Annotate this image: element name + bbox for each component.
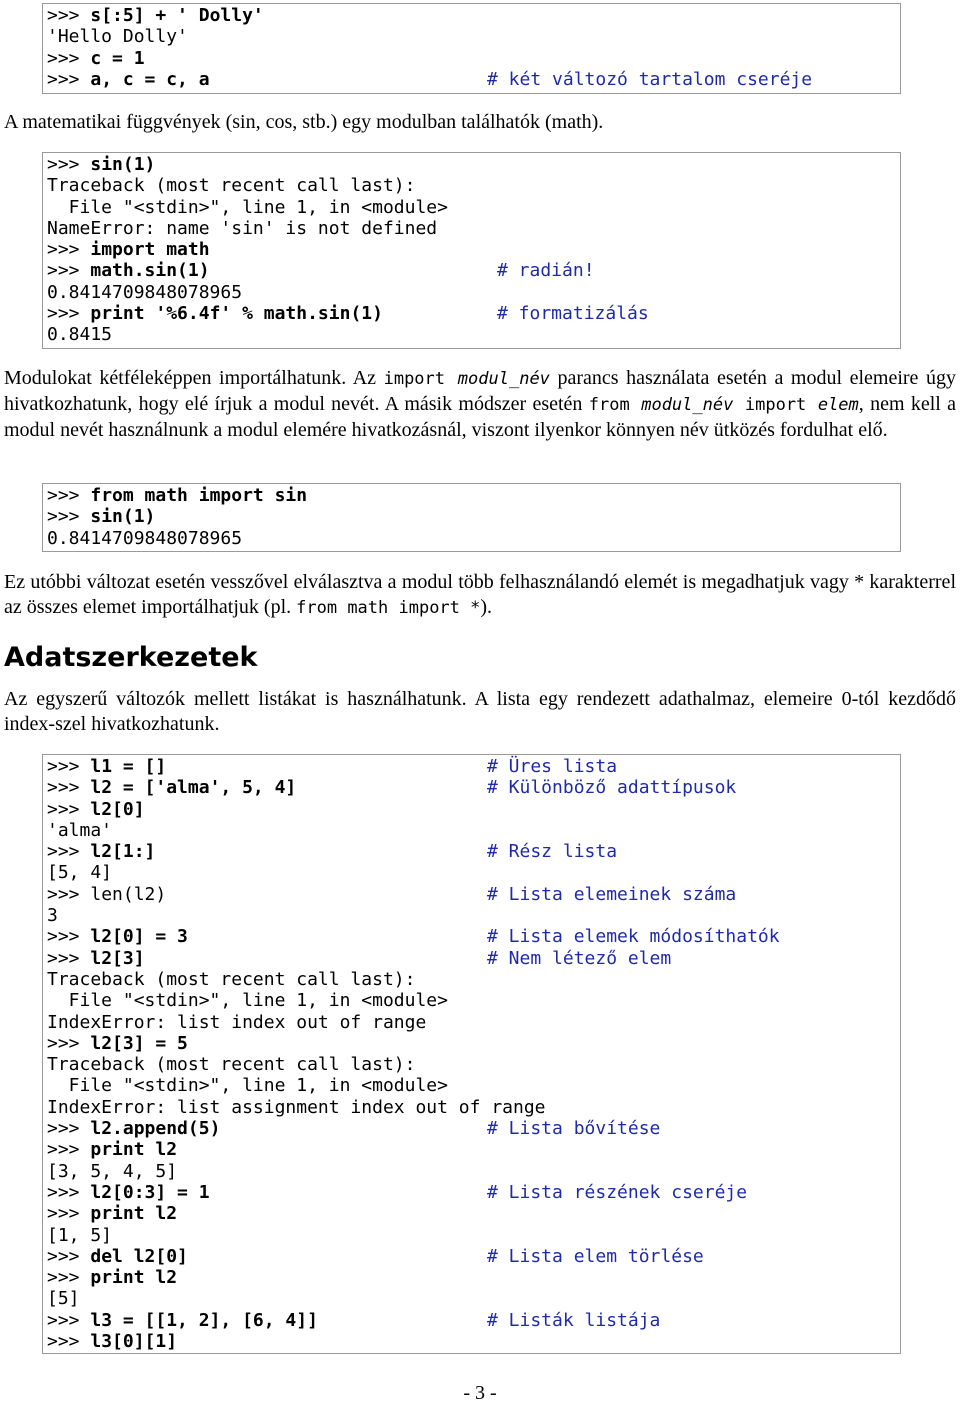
code-text [47,1139,177,1160]
command: 0.8414709848078965 [47,527,243,549]
command: len(l2) [90,883,167,905]
code-comment: # Rész lista [487,841,618,863]
code-comment: # Lista részének cseréje [487,1181,748,1203]
code-line [47,1267,900,1288]
text-run: parancs használata esetén a modul elemeire úgy hivatkozhatunk, hogy elé írjuk a modul nevét. A másik módszer esetén [4,367,956,415]
code-text [47,5,264,26]
code-text [47,175,415,196]
code-line [47,506,900,527]
code-text [47,969,415,990]
command: l2[0] [90,798,145,820]
code-comment: # két változó tartalom cseréje [487,68,813,90]
code-inline: from [588,395,642,415]
prompt: >>> [47,883,91,905]
code-text [47,990,448,1011]
code-text [47,154,155,175]
command: 3 [47,905,58,927]
code-box-from-import [42,483,901,552]
code-text [47,303,383,324]
prompt: >>> [47,947,91,969]
command: 'Hello Dolly' [47,26,188,48]
code-line [47,1225,900,1246]
code-text [47,1161,177,1182]
prompt: >>> [47,485,91,506]
code-text [47,239,210,260]
code-inline: import [733,395,818,415]
code-text [47,1288,80,1309]
command: del l2[0] [90,1245,188,1267]
command: l3 = [[1, 2], [6, 4]] [90,1309,318,1331]
paragraph-import-star [4,570,956,621]
command: [5] [47,1288,80,1310]
code-text [47,26,188,47]
code-line [47,777,900,798]
command: print '%6.4f' % math.sin(1) [90,303,383,325]
code-line [47,799,900,820]
code-line [47,1139,900,1160]
code-text [47,1203,177,1224]
command: import math [90,239,210,261]
command: print l2 [90,1139,178,1161]
code-text [47,1331,177,1352]
code-line [47,1310,900,1331]
command: from math import sin [90,485,308,506]
command: File "<stdin>", line 1, in <module> [47,1075,448,1097]
prompt: >>> [47,303,91,325]
command: print l2 [90,1267,178,1289]
command: NameError: name 'sin' is not defined [47,217,438,239]
code-line [47,239,900,260]
code-box-lists [42,754,901,1354]
command: IndexError: list assignment index out of range [47,1096,546,1118]
prompt: >>> [47,1118,91,1140]
code-text [47,528,242,549]
command: l2[0] = 3 [90,926,188,948]
code-inline-italic: modul_név [641,395,734,415]
code-line [47,1288,900,1309]
code-line [47,841,900,862]
command: File "<stdin>", line 1, in <module> [47,990,448,1012]
prompt: >>> [47,1245,91,1267]
prompt: >>> [47,841,91,863]
command: 'alma' [47,819,113,841]
section-heading: Adatszerkezetek [4,642,258,673]
prompt: >>> [47,506,91,528]
code-line [47,969,900,990]
prompt: >>> [47,5,91,26]
code-line [47,820,900,841]
code-text [47,282,242,303]
code-line [47,862,900,883]
command: [3, 5, 4, 5] [47,1160,178,1182]
code-text [47,905,58,926]
prompt: >>> [47,68,91,90]
command: l2[3] = 5 [90,1032,188,1054]
code-line [47,197,900,218]
prompt: >>> [47,1032,91,1054]
code-line [47,528,900,549]
code-text [47,48,145,69]
code-comment: # Különböző adattípusok [487,777,737,799]
code-line [47,485,900,506]
code-line [47,154,900,175]
code-line [47,175,900,196]
code-line [47,1161,900,1182]
code-line [47,884,900,905]
code-line [47,69,900,90]
prompt: >>> [47,1309,91,1331]
command: Traceback (most recent call last): [47,1054,416,1076]
code-inline-italic: modul_név [457,369,550,389]
paragraph-math-modules: A matematikai függvények (sin, cos, stb.) egy modulban találhatók (math). [4,111,604,133]
code-text [47,862,112,883]
command: 0.8415 [47,324,113,346]
code-text [47,926,188,947]
command: a, c = c, a [90,68,210,90]
code-text [47,756,166,777]
code-line [47,948,900,969]
code-comment: # Lista bővítése [487,1118,661,1140]
code-text [47,1246,188,1267]
code-line [47,324,900,345]
code-line [47,218,900,239]
code-comment: # Lista elem törlése [487,1245,704,1267]
text-run: Modulokat kétféleképpen importálhatunk. Az [4,367,384,389]
code-text [47,69,210,90]
command: math.sin(1) [90,260,210,282]
text-run: ). [480,596,493,618]
code-line [47,1246,900,1267]
command: File "<stdin>", line 1, in <module> [47,196,448,218]
code-line [47,1097,900,1118]
command: [1, 5] [47,1224,113,1246]
code-line [47,756,900,777]
code-comment: # radián! [497,260,595,282]
text-run: Ez utóbbi változat esetén vesszővel elválasztva a modul több felhasználandó elemét is megadhatjuk vagy * karakterrel az összes elemet importálhatjuk (pl. [4,571,956,618]
code-inline: from math import * [296,598,481,618]
code-text [47,1097,546,1118]
code-line [47,1075,900,1096]
command: l2[1:] [90,841,156,863]
code-line [47,990,900,1011]
command: l1 = [] [90,756,167,777]
prompt: >>> [47,926,91,948]
code-text [47,777,296,798]
code-comment: # Listák listája [487,1309,661,1331]
code-text [47,1012,426,1033]
prompt: >>> [47,1331,91,1353]
code-comment: # Nem létező elem [487,947,672,969]
command: l2[0:3] = 1 [90,1181,210,1203]
prompt: >>> [47,756,91,777]
code-comment: # Lista elemeinek száma [487,883,737,905]
code-text [47,1033,188,1054]
command: print l2 [90,1203,178,1225]
code-line [47,905,900,926]
code-text [47,1054,415,1075]
code-text [47,1075,448,1096]
code-line [47,1203,900,1224]
code-box-math-sin [42,152,901,349]
command: c = 1 [90,47,145,69]
code-line [47,5,900,26]
code-text [47,324,112,345]
prompt: >>> [47,260,91,282]
command: l2.append(5) [90,1118,221,1140]
code-line [47,303,900,324]
code-text [47,506,155,527]
command: Traceback (most recent call last): [47,175,416,197]
code-inline: import [383,369,458,389]
prompt: >>> [47,1267,91,1289]
code-text [47,1225,112,1246]
prompt: >>> [47,1139,91,1161]
code-text [47,1118,220,1139]
code-comment: # Üres lista [487,756,618,777]
code-line [47,48,900,69]
prompt: >>> [47,154,91,175]
command: 0.8414709848078965 [47,281,243,303]
code-text [47,485,307,506]
code-comment: # formatizálás [497,303,649,325]
code-text [47,948,145,969]
code-text [47,218,437,239]
code-text [47,1182,210,1203]
code-line [47,282,900,303]
code-inline-italic: elem [817,395,859,415]
code-line [47,1182,900,1203]
prompt: >>> [47,777,91,799]
code-text [47,820,112,841]
code-box-string-ops [42,3,901,94]
code-comment: # Lista elemek módosíthatók [487,926,780,948]
paragraph-lists-intro: Az egyszerű változók mellett listákat is használhatunk. A lista egy rendezett adathalmaz, elemeire 0-tól kezdődő index-szel hivatkozhatunk. [4,688,956,735]
code-text [47,841,155,862]
code-line [47,1331,900,1352]
prompt: >>> [47,798,91,820]
paragraph-import-methods [4,366,956,443]
page-number: - 3 - [463,1382,497,1404]
command: l2[3] [90,947,145,969]
command: s[:5] + ' Dolly' [90,5,264,26]
code-text [47,884,166,905]
command: [5, 4] [47,862,113,884]
command: l3[0][1] [90,1331,178,1353]
code-line [47,260,900,281]
code-line [47,1033,900,1054]
code-line [47,926,900,947]
code-text [47,260,210,281]
command: IndexError: list index out of range [47,1011,427,1033]
text-run: , nem kell a modul nevét használnunk a modul elemére hivatkozásnál, viszont ilyenkor könnyen név ütközés fordulhat elő. [4,393,956,441]
command: l2 = ['alma', 5, 4] [90,777,297,799]
code-text [47,1267,177,1288]
code-line [47,1118,900,1139]
prompt: >>> [47,1181,91,1203]
prompt: >>> [47,239,91,261]
command: Traceback (most recent call last): [47,968,416,990]
code-text [47,799,145,820]
code-line [47,1054,900,1075]
command: sin(1) [90,154,156,175]
code-line [47,26,900,47]
prompt: >>> [47,47,91,69]
code-line [47,1012,900,1033]
code-text [47,197,448,218]
code-text [47,1310,318,1331]
prompt: >>> [47,1203,91,1225]
command: sin(1) [90,506,156,528]
